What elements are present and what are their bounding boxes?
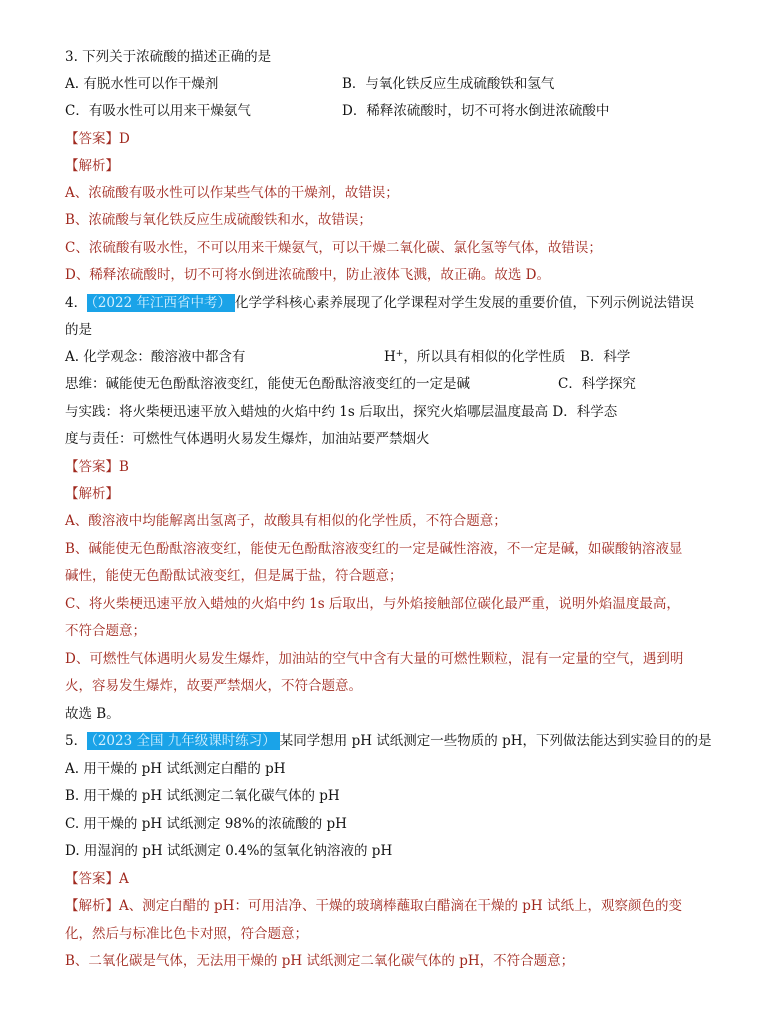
hydrogen-ion-symbol: H — [384, 349, 396, 365]
q4-source-tag: （2022 年江西省中考） — [87, 294, 235, 312]
q3-option-c: C．有吸水性可以用来干燥氨气 — [65, 103, 251, 119]
q5-option-d: D. 用湿润的 pH 试纸测定 0.4%的氢氧化钠溶液的 pH — [65, 843, 393, 859]
q3-stem: 3. 下列关于浓硫酸的描述正确的是 — [65, 49, 272, 65]
q5-analysis-line: 化，然后与标准比色卡对照，符合题意； — [65, 926, 308, 942]
q3-analysis-line: C、浓硫酸有吸水性，不可以用来干燥氨气，可以干燥二氧化碳、氯化氢等气体，故错误； — [65, 240, 602, 256]
q3-option-a: A. 有脱水性可以作干燥剂 — [65, 76, 219, 92]
q3-option-b: B．与氧化铁反应生成硫酸铁和氢气 — [342, 76, 555, 92]
q4-analysis-line: A、酸溶液中均能解离出氢离子，故酸具有相似的化学性质，不符合题意； — [65, 513, 507, 529]
answer-label: 【答案】 — [65, 871, 119, 887]
q3-analysis-line: A、浓硫酸有吸水性可以作某些气体的干燥剂，故错误； — [65, 185, 399, 201]
q5-analysis-line: B、二氧化碳是气体，无法用干燥的 pH 试纸测定二氧化碳气体的 pH，不符合题意； — [65, 953, 575, 969]
q5-option-c: C. 用干燥的 pH 试纸测定 98%的浓硫酸的 pH — [65, 816, 347, 832]
q4-answer — [65, 458, 129, 476]
q3-answer — [65, 130, 130, 148]
q4-option-line: C．科学探究 — [558, 376, 636, 392]
q3-analysis-line: B、浓硫酸与氧化铁反应生成硫酸铁和水，故错误； — [65, 212, 372, 228]
answer-value: A — [119, 871, 129, 887]
analysis-text: A、测定白醋的 pH：可用洁净、干燥的玻璃棒蘸取白醋滴在干燥的 pH 试纸上，观察颜色的变 — [119, 898, 682, 914]
q5-answer — [65, 870, 129, 888]
q4-analysis-line: 不符合题意； — [65, 623, 146, 639]
q4-analysis-line: B、碱能使无色酚酞溶液变红，能使无色酚酞溶液变红的一定是碱性溶液，不一定是碱，如碳酸钠溶液显 — [65, 541, 683, 557]
q4-analysis-line: C、将火柴梗迅速平放入蜡烛的火焰中约 1s 后取出，与外焰接触部位碳化最严重，说明外焰温度最高， — [65, 596, 680, 612]
q5-source-tag: （2023 全国 九年级课时练习） — [87, 732, 280, 750]
q4-analysis-line: D、可燃性气体遇明火易发生爆炸，加油站的空气中含有大量的可燃性颗粒，混有一定量的空气，遇到明 — [65, 651, 684, 667]
analysis-label: 【解析】 — [65, 898, 119, 914]
q5-stem-text: 某同学想用 pH 试纸测定一些物质的 pH，下列做法能达到实验目的的是 — [279, 733, 712, 749]
q4-option-line: A. 化学观念：酸溶液中都含有 — [65, 349, 246, 365]
q5-analysis-first — [65, 897, 682, 915]
hydrogen-ion-charge: + — [395, 349, 404, 359]
q4-option-line — [384, 348, 565, 366]
q4-stem-cont: 的是 — [65, 322, 92, 338]
answer-value: B — [119, 459, 129, 475]
answer-label: 【答案】 — [65, 459, 119, 475]
q4-number: 4． — [65, 295, 88, 311]
q3-analysis-line: D、稀释浓硫酸时，切不可将水倒进浓硫酸中，防止液体飞溅，故正确。故选 D。 — [65, 267, 550, 283]
q4-option-line: B．科学 — [580, 349, 631, 365]
q4-analysis-label: 【解析】 — [65, 486, 119, 502]
q5-number: 5． — [65, 733, 88, 749]
q5-stem-line — [65, 732, 712, 750]
answer-label: 【答案】 — [65, 131, 119, 147]
q3-analysis-label: 【解析】 — [65, 158, 119, 174]
q4-stem-text: 化学学科核心素养展现了化学课程对学生发展的重要价值，下列示例说法错误 — [235, 295, 694, 311]
q4-stem-line — [65, 294, 694, 312]
q5-option-a: A. 用干燥的 pH 试纸测定白醋的 pH — [65, 761, 286, 777]
q5-option-b: B. 用干燥的 pH 试纸测定二氧化碳气体的 pH — [65, 788, 340, 804]
q4-conclusion: 故选 B。 — [65, 706, 120, 722]
answer-value: D — [119, 131, 130, 147]
q4-option-text: ，所以具有相似的化学性质 — [403, 349, 566, 365]
q4-option-line: 与实践：将火柴梗迅速平放入蜡烛的火焰中约 1s 后取出，探究火焰哪层温度最高 D．科学态 — [65, 404, 618, 420]
q3-option-d: D．稀释浓硫酸时，切不可将水倒进浓硫酸中 — [342, 103, 610, 119]
q4-analysis-line: 火，容易发生爆炸，故要严禁烟火，不符合题意。 — [65, 678, 362, 694]
q4-option-line: 度与责任：可燃性气体遇明火易发生爆炸，加油站要严禁烟火 — [65, 431, 430, 447]
q4-option-line: 思维：碱能使无色酚酞溶液变红，能使无色酚酞溶液变红的一定是碱 — [65, 376, 470, 392]
q4-analysis-line: 碱性，能使无色酚酞试液变红，但是属于盐，符合题意； — [65, 568, 403, 584]
